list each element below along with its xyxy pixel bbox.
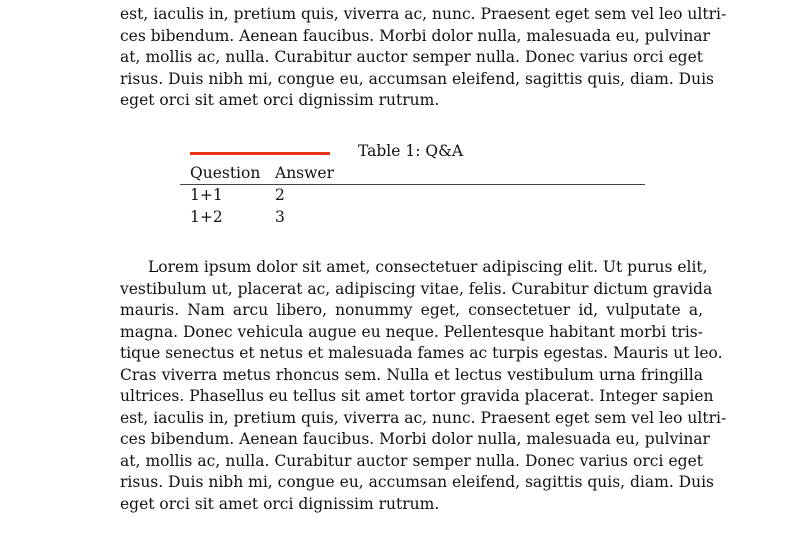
text-line: vestibulum ut, placerat ac, adipiscing vitae, felis. Curabitur dictum gravida — [120, 279, 713, 298]
text-line: mauris. Nam arcu libero, nonummy eget, consectetuer id, vulputate a, — [120, 301, 703, 319]
text-line: Cras viverra metus rhoncus sem. Nulla et lectus vestibulum urna fringilla — [120, 365, 703, 384]
text-line: ces bibendum. Aenean faucibus. Morbi dolor nulla, malesuada eu, pulvinar — [120, 26, 710, 45]
text-line: eget orci sit amet orci dignissim rutrum. — [120, 91, 440, 109]
table-header-answer: Answer — [275, 164, 334, 182]
table-cell: 3 — [275, 208, 285, 226]
table-cell: 1+1 — [190, 186, 223, 204]
table-cell: 2 — [275, 186, 285, 204]
table-caption: Table 1: Q&A — [358, 142, 464, 160]
text-line: est, iaculis in, pretium quis, viverra ac, nunc. Praesent eget sem vel leo ultri- — [120, 5, 727, 23]
table-cell: 1+2 — [190, 208, 223, 226]
text-line: at, mollis ac, nulla. Curabitur auctor semper nulla. Donec varius orci eget — [120, 48, 703, 66]
text-line: est, iaculis in, pretium quis, viverra ac, nunc. Praesent eget sem vel leo ultri- — [120, 408, 727, 427]
text-line: risus. Duis nibh mi, congue eu, accumsan eleifend, sagittis quis, diam. Duis — [120, 69, 715, 88]
text-line: magna. Donec vehicula augue eu neque. Pellentesque habitant morbi tris- — [120, 322, 703, 341]
table-header-rule — [180, 184, 645, 185]
text-line: Lorem ipsum dolor sit amet, consectetuer adipiscing elit. Ut purus elit, — [148, 258, 708, 276]
text-line: tique senectus et netus et malesuada fames ac turpis egestas. Mauris ut leo. — [120, 344, 723, 362]
text-line: ultrices. Phasellus eu tellus sit amet tortor gravida placerat. Integer sapien — [120, 387, 714, 405]
text-line: eget orci sit amet orci dignissim rutrum. — [120, 494, 440, 513]
table-header-question: Question — [190, 164, 261, 182]
text-line: at, mollis ac, nulla. Curabitur auctor semper nulla. Donec varius orci eget — [120, 451, 703, 470]
table-accent-rule — [190, 152, 330, 155]
text-line: ces bibendum. Aenean faucibus. Morbi dolor nulla, malesuada eu, pulvinar — [120, 430, 710, 448]
text-line: risus. Duis nibh mi, congue eu, accumsan eleifend, sagittis quis, diam. Duis — [120, 473, 715, 491]
